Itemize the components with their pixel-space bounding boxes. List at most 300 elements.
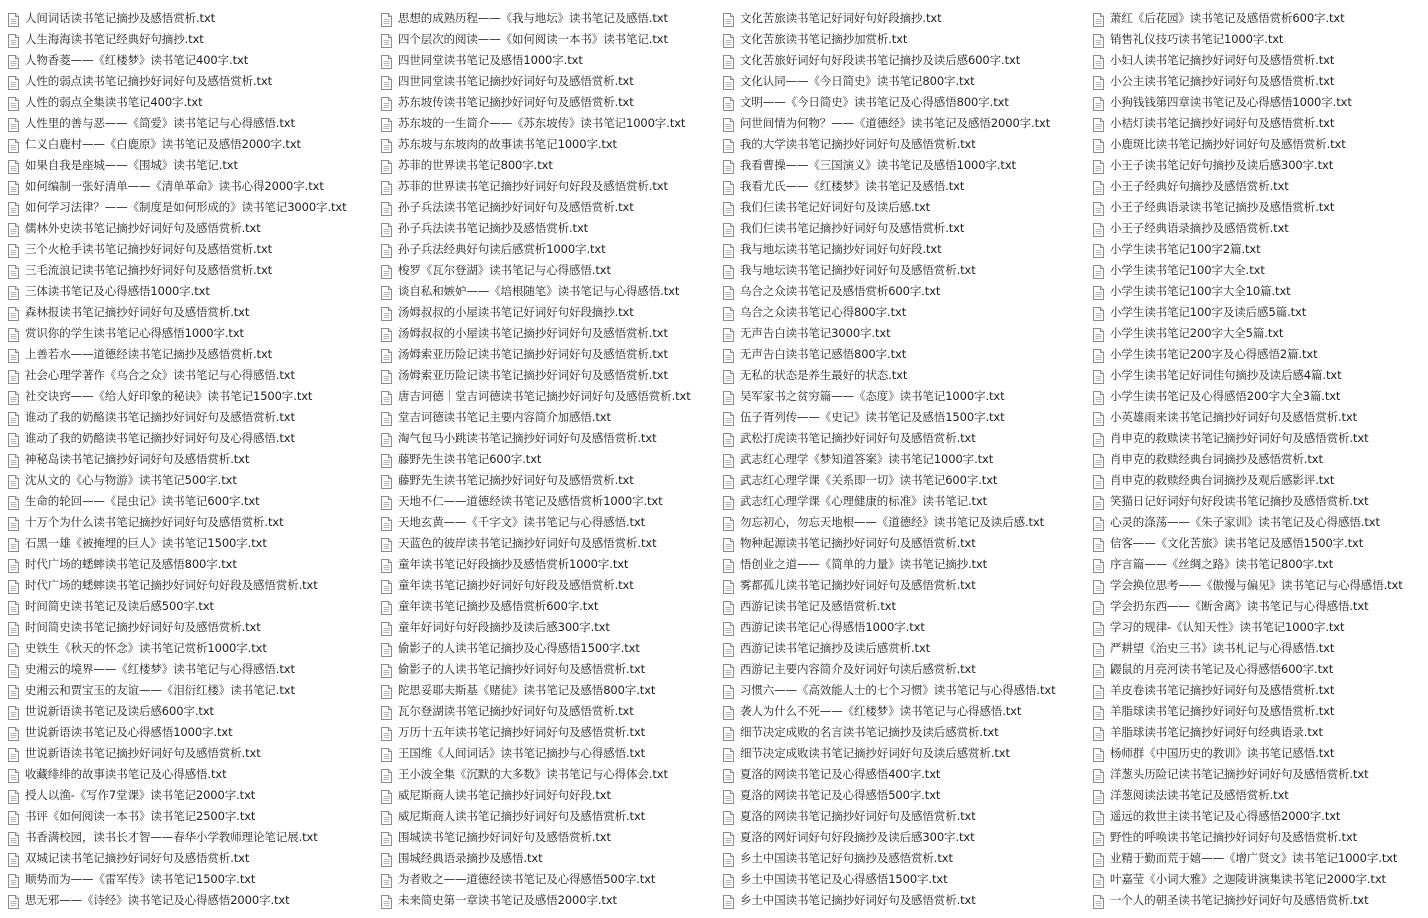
file-name: 夏洛的网好词好句好段摘抄及读后感300字.txt — [740, 830, 975, 844]
file-item[interactable] — [1093, 701, 1403, 722]
file-item[interactable] — [381, 176, 691, 197]
file-item[interactable] — [8, 323, 347, 344]
file-item[interactable] — [381, 575, 691, 596]
file-item[interactable] — [381, 491, 691, 512]
file-item[interactable] — [381, 344, 691, 365]
text-file-icon — [1093, 579, 1104, 593]
text-file-icon — [8, 726, 19, 740]
file-item[interactable] — [8, 785, 347, 806]
file-name: 学会换位思考——《傲慢与偏见》读书笔记与心得感悟.txt — [1110, 578, 1403, 592]
file-item[interactable] — [1093, 764, 1403, 785]
file-item[interactable] — [1093, 155, 1403, 176]
file-item[interactable] — [381, 470, 691, 491]
file-name: 淘气包马小跳读书笔记摘抄好词好句及感悟赏析.txt — [398, 431, 657, 445]
file-item[interactable] — [1093, 344, 1403, 365]
file-name: 伍子胥列传——《史记》读书笔记及感悟1500字.txt — [740, 410, 1005, 424]
file-item[interactable] — [381, 617, 691, 638]
file-name: 上善若水——道德经读书笔记摘抄及感悟赏析.txt — [25, 347, 273, 361]
file-item[interactable] — [381, 554, 691, 575]
file-name: 生命的轮回——《昆虫记》读书笔记600字.txt — [25, 494, 260, 508]
file-item[interactable] — [1093, 176, 1403, 197]
file-item[interactable] — [1093, 281, 1403, 302]
file-item[interactable] — [1093, 806, 1403, 827]
file-name: 小王子经典好句摘抄及感悟赏析.txt — [1110, 179, 1289, 193]
text-file-icon — [381, 474, 392, 488]
file-item[interactable] — [723, 302, 1055, 323]
file-name: 笑猫日记好词好句好段读书笔记摘抄及感悟赏析.txt — [1110, 494, 1369, 508]
text-file-icon — [8, 327, 19, 341]
file-item[interactable] — [1093, 449, 1403, 470]
file-name: 小鹿斑比读书笔记摘抄好词好句及感悟赏析.txt — [1110, 137, 1346, 151]
file-name: 人性里的善与恶——《简爱》读书笔记与心得感悟.txt — [25, 116, 295, 130]
file-item[interactable] — [723, 281, 1055, 302]
file-item[interactable] — [723, 701, 1055, 722]
text-file-icon — [1093, 33, 1104, 47]
file-item[interactable] — [381, 8, 691, 29]
file-name: 西游记读书笔记摘抄及读后感赏析.txt — [740, 641, 931, 655]
file-item[interactable] — [1093, 470, 1403, 491]
file-item[interactable] — [1093, 848, 1403, 869]
file-item[interactable] — [723, 407, 1055, 428]
file-item[interactable] — [1093, 554, 1403, 575]
file-item[interactable] — [723, 890, 1055, 911]
file-name: 围城经典语录摘抄及感悟.txt — [398, 851, 543, 865]
file-item[interactable] — [381, 764, 691, 785]
file-name: 思无邪——《诗经》读书笔记及心得感悟2000字.txt — [25, 893, 290, 907]
file-item[interactable] — [1093, 218, 1403, 239]
file-item[interactable] — [723, 239, 1055, 260]
text-file-icon — [381, 747, 392, 761]
file-item[interactable] — [8, 8, 347, 29]
file-item[interactable] — [723, 638, 1055, 659]
text-file-icon — [1093, 852, 1104, 866]
file-item[interactable] — [8, 533, 347, 554]
file-item[interactable] — [8, 617, 347, 638]
file-item[interactable] — [381, 155, 691, 176]
file-name: 苏菲的世界读书笔记摘抄好词好句好段及感悟赏析.txt — [398, 179, 668, 193]
file-item[interactable] — [723, 29, 1055, 50]
text-file-icon — [723, 285, 734, 299]
file-item[interactable] — [8, 491, 347, 512]
file-name: 勿忘初心，勿忘天地根——《道德经》读书笔记及读后感.txt — [740, 515, 1045, 529]
file-item[interactable] — [381, 218, 691, 239]
text-file-icon — [723, 348, 734, 362]
text-file-icon — [381, 726, 392, 740]
file-item[interactable] — [723, 470, 1055, 491]
text-file-icon — [8, 684, 19, 698]
file-item[interactable] — [381, 680, 691, 701]
file-item[interactable] — [381, 827, 691, 848]
file-item[interactable] — [723, 848, 1055, 869]
file-name: 乌合之众读书笔记及感悟赏析600字.txt — [740, 284, 941, 298]
file-name: 萧红《后花园》读书笔记及感悟赏析600字.txt — [1110, 11, 1345, 25]
file-item[interactable] — [723, 869, 1055, 890]
file-item[interactable] — [1093, 407, 1403, 428]
file-item[interactable] — [723, 386, 1055, 407]
file-item[interactable] — [381, 659, 691, 680]
file-item[interactable] — [381, 281, 691, 302]
file-name: 小学生读书笔记100字及读后感5篇.txt — [1110, 305, 1307, 319]
text-file-icon — [723, 873, 734, 887]
file-item[interactable] — [1093, 785, 1403, 806]
text-file-icon — [723, 705, 734, 719]
file-item[interactable] — [723, 71, 1055, 92]
text-file-icon — [8, 117, 19, 131]
text-file-icon — [8, 621, 19, 635]
file-item[interactable] — [381, 743, 691, 764]
text-file-icon — [381, 642, 392, 656]
file-name: 沈从文的《心与物游》读书笔记500字.txt — [25, 473, 237, 487]
file-item[interactable] — [1093, 638, 1403, 659]
file-item[interactable] — [723, 155, 1055, 176]
file-name: 天蓝色的彼岸读书笔记摘抄好词好句及感悟赏析.txt — [398, 536, 657, 550]
file-item[interactable] — [1093, 491, 1403, 512]
file-item[interactable] — [381, 785, 691, 806]
file-item[interactable] — [1093, 512, 1403, 533]
file-item[interactable] — [381, 638, 691, 659]
file-item[interactable] — [381, 533, 691, 554]
text-file-icon — [723, 768, 734, 782]
text-file-icon — [1093, 600, 1104, 614]
file-name: 史铁生《秋天的怀念》读书笔记赏析1000字.txt — [25, 641, 267, 655]
file-item[interactable] — [723, 449, 1055, 470]
file-name: 汤姆叔叔的小屋读书笔记摘抄好词好句及感悟赏析.txt — [398, 326, 668, 340]
file-item[interactable] — [1093, 743, 1403, 764]
file-name: 业精于勤而荒于嬉——《增广贤文》读书笔记1000字.txt — [1110, 851, 1398, 865]
file-item[interactable] — [1093, 575, 1403, 596]
file-name: 苏东坡的一生简介——《苏东坡传》读书笔记1000字.txt — [398, 116, 686, 130]
file-item[interactable] — [1093, 197, 1403, 218]
file-item[interactable] — [723, 197, 1055, 218]
file-name: 世说新语读书笔记摘抄好词好句及感悟赏析.txt — [25, 746, 261, 760]
file-name: 叶嘉莹《小词大雅》之迦陵讲演集读书笔记2000字.txt — [1110, 872, 1386, 886]
file-name: 人性的弱点读书笔记摘抄好词好句及感悟赏析.txt — [25, 74, 273, 88]
file-item[interactable] — [381, 323, 691, 344]
file-item[interactable] — [723, 617, 1055, 638]
file-item[interactable] — [381, 512, 691, 533]
file-item[interactable] — [1093, 302, 1403, 323]
file-item[interactable] — [1093, 29, 1403, 50]
file-name: 我与地坛读书笔记摘抄好词好句好段.txt — [740, 242, 942, 256]
file-item[interactable] — [381, 890, 691, 911]
file-name: 武志红心理学课《心理健康的标准》读书笔记.txt — [740, 494, 988, 508]
file-item[interactable] — [381, 428, 691, 449]
file-item[interactable] — [723, 764, 1055, 785]
file-item[interactable] — [381, 407, 691, 428]
file-item[interactable] — [723, 134, 1055, 155]
text-file-icon — [723, 222, 734, 236]
file-name: 细节决定成败读书笔记摘抄好词好句及读后感赏析.txt — [740, 746, 1010, 760]
file-item[interactable] — [8, 71, 347, 92]
file-item[interactable] — [723, 428, 1055, 449]
text-file-icon — [723, 75, 734, 89]
file-name: 汤姆叔叔的小屋读书笔记好词好句好段摘抄.txt — [398, 305, 634, 319]
file-item[interactable] — [1093, 8, 1403, 29]
file-name: 书香满校园，读书长才智——春华小学教师理论笔记展.txt — [25, 830, 318, 844]
file-item[interactable] — [723, 722, 1055, 743]
file-item[interactable] — [8, 407, 347, 428]
text-file-icon — [1093, 894, 1104, 908]
file-item[interactable] — [8, 218, 347, 239]
file-item[interactable] — [8, 722, 347, 743]
file-item[interactable] — [1093, 71, 1403, 92]
file-item[interactable] — [1093, 50, 1403, 71]
text-file-icon — [1093, 201, 1104, 215]
file-item[interactable] — [1093, 869, 1403, 890]
file-item[interactable] — [8, 764, 347, 785]
file-name: 一个人的朝圣读书笔记摘抄好词好句及感悟赏析.txt — [1110, 893, 1369, 907]
file-item[interactable] — [8, 743, 347, 764]
text-file-icon — [8, 75, 19, 89]
file-name: 小学生读书笔记100字大全.txt — [1110, 263, 1265, 277]
file-item[interactable] — [1093, 617, 1403, 638]
file-column — [1093, 8, 1403, 911]
file-item[interactable] — [8, 92, 347, 113]
text-file-icon — [8, 873, 19, 887]
text-file-icon — [723, 516, 734, 530]
file-item[interactable] — [381, 848, 691, 869]
text-file-icon — [1093, 516, 1104, 530]
file-name: 小王子经典语录读书笔记摘抄及感悟赏析.txt — [1110, 200, 1335, 214]
text-file-icon — [1093, 873, 1104, 887]
file-name: 授人以渔-《写作7堂课》读书笔记2000字.txt — [25, 788, 256, 802]
file-name: 儒林外史读书笔记摘抄好词好句及感悟赏析.txt — [25, 221, 261, 235]
file-item[interactable] — [381, 71, 691, 92]
file-item[interactable] — [723, 218, 1055, 239]
file-name: 小妇人读书笔记摘抄好词好句及感悟赏析.txt — [1110, 53, 1335, 67]
file-name: 童年读书笔记摘抄及感悟赏析600字.txt — [398, 599, 599, 613]
file-item[interactable] — [1093, 428, 1403, 449]
file-item[interactable] — [723, 50, 1055, 71]
file-name: 石黑一雄《被掩埋的巨人》读书笔记1500字.txt — [25, 536, 267, 550]
file-item[interactable] — [723, 176, 1055, 197]
text-file-icon — [381, 768, 392, 782]
file-name: 苏东坡传读书笔记摘抄好词好句及感悟赏析.txt — [398, 95, 634, 109]
file-name: 谁动了我的奶酪读书笔记摘抄好词好句及感悟赏析.txt — [25, 410, 295, 424]
file-name: 天地不仁——道德经读书笔记及感悟赏析1000字.txt — [398, 494, 663, 508]
file-item[interactable] — [8, 659, 347, 680]
file-item[interactable] — [1093, 134, 1403, 155]
file-item[interactable] — [8, 701, 347, 722]
text-file-icon — [723, 117, 734, 131]
file-item[interactable] — [381, 806, 691, 827]
file-item[interactable] — [8, 638, 347, 659]
file-item[interactable] — [8, 869, 347, 890]
file-item[interactable] — [8, 365, 347, 386]
text-file-icon — [8, 495, 19, 509]
text-file-icon — [723, 663, 734, 677]
file-item[interactable] — [1093, 92, 1403, 113]
file-name: 陀思妥耶夫斯基《赌徒》读书笔记及感悟800字.txt — [398, 683, 656, 697]
text-file-icon — [723, 390, 734, 404]
file-item[interactable] — [723, 680, 1055, 701]
file-item[interactable] — [723, 8, 1055, 29]
file-item[interactable] — [8, 512, 347, 533]
file-item[interactable] — [381, 701, 691, 722]
file-name: 西游记读书笔记心得感悟1000字.txt — [740, 620, 925, 634]
file-item[interactable] — [1093, 596, 1403, 617]
file-item[interactable] — [1093, 680, 1403, 701]
file-item[interactable] — [723, 596, 1055, 617]
file-item[interactable] — [723, 512, 1055, 533]
file-item[interactable] — [8, 428, 347, 449]
file-item[interactable] — [8, 386, 347, 407]
file-item[interactable] — [8, 134, 347, 155]
file-item[interactable] — [1093, 113, 1403, 134]
file-name: 无声告白读书笔记3000字.txt — [740, 326, 891, 340]
text-file-icon — [381, 222, 392, 236]
text-file-icon — [723, 306, 734, 320]
file-name: 收藏绯绯的故事读书笔记及心得感悟.txt — [25, 767, 227, 781]
file-item[interactable] — [381, 92, 691, 113]
file-item[interactable] — [723, 785, 1055, 806]
file-name: 如何学习法律？——《制度是如何形成的》读书笔记3000字.txt — [25, 200, 347, 214]
file-item[interactable] — [8, 596, 347, 617]
file-item[interactable] — [1093, 323, 1403, 344]
file-item[interactable] — [1093, 239, 1403, 260]
text-file-icon — [1093, 642, 1104, 656]
file-item[interactable] — [1093, 260, 1403, 281]
text-file-icon — [8, 369, 19, 383]
file-item[interactable] — [723, 491, 1055, 512]
text-file-icon — [723, 537, 734, 551]
file-name: 羊皮卷读书笔记摘抄好词好句及感悟赏析.txt — [1110, 683, 1335, 697]
text-file-icon — [1093, 432, 1104, 446]
file-item[interactable] — [8, 344, 347, 365]
file-column — [381, 8, 691, 911]
file-item[interactable] — [381, 302, 691, 323]
file-item[interactable] — [723, 554, 1055, 575]
file-item[interactable] — [381, 134, 691, 155]
file-name: 肖申克的救赎经典台词摘抄及观后感影评.txt — [1110, 473, 1335, 487]
file-item[interactable] — [8, 554, 347, 575]
text-file-icon — [8, 810, 19, 824]
file-item[interactable] — [723, 113, 1055, 134]
file-name: 孙子兵法读书笔记摘抄及感悟赏析.txt — [398, 221, 589, 235]
file-name: 人物香菱——《红楼梦》读书笔记400字.txt — [25, 53, 249, 67]
file-item[interactable] — [723, 260, 1055, 281]
file-name: 洋葱阅读法读书笔记及感悟赏析.txt — [1110, 788, 1289, 802]
text-file-icon — [381, 54, 392, 68]
text-file-icon — [723, 12, 734, 26]
text-file-icon — [8, 663, 19, 677]
text-file-icon — [381, 831, 392, 845]
file-name: 销售礼仪技巧读书笔记1000字.txt — [1110, 32, 1284, 46]
file-name: 肖申克的救赎读书笔记摘抄好词好句及感悟赏析.txt — [1110, 431, 1369, 445]
file-item[interactable] — [381, 197, 691, 218]
text-file-icon — [723, 138, 734, 152]
file-item[interactable] — [8, 176, 347, 197]
file-item[interactable] — [723, 533, 1055, 554]
file-name: 夏洛的网读书笔记及心得感悟400字.txt — [740, 767, 941, 781]
file-item[interactable] — [381, 50, 691, 71]
text-file-icon — [381, 495, 392, 509]
file-item[interactable] — [8, 680, 347, 701]
file-item[interactable] — [723, 659, 1055, 680]
file-name: 洋葱头历险记读书笔记摘抄好词好句及感悟赏析.txt — [1110, 767, 1369, 781]
text-file-icon — [8, 852, 19, 866]
file-item[interactable] — [381, 260, 691, 281]
file-item[interactable] — [723, 365, 1055, 386]
file-item[interactable] — [1093, 365, 1403, 386]
text-file-icon — [381, 75, 392, 89]
file-item[interactable] — [8, 470, 347, 491]
file-item[interactable] — [8, 260, 347, 281]
file-item[interactable] — [723, 323, 1055, 344]
file-item[interactable] — [8, 281, 347, 302]
file-item[interactable] — [1093, 386, 1403, 407]
text-file-icon — [1093, 159, 1104, 173]
file-name: 藤野先生读书笔记600字.txt — [398, 452, 542, 466]
file-name: 武志红心理学《梦知道答案》读书笔记1000字.txt — [740, 452, 994, 466]
file-item[interactable] — [723, 92, 1055, 113]
file-item[interactable] — [381, 722, 691, 743]
file-item[interactable] — [723, 806, 1055, 827]
file-name: 苏菲的世界读书笔记800字.txt — [398, 158, 553, 172]
file-item[interactable] — [8, 890, 347, 911]
file-name: 雾都孤儿读书笔记摘抄好词好句及感悟赏析.txt — [740, 578, 976, 592]
file-item[interactable] — [1093, 659, 1403, 680]
file-item[interactable] — [381, 449, 691, 470]
file-name: 苏东坡与东坡肉的故事读书笔记1000字.txt — [398, 137, 617, 151]
file-item[interactable] — [381, 869, 691, 890]
file-item[interactable] — [1093, 827, 1403, 848]
file-item[interactable] — [8, 806, 347, 827]
file-item[interactable] — [1093, 722, 1403, 743]
file-item[interactable] — [8, 50, 347, 71]
file-item[interactable] — [8, 155, 347, 176]
file-item[interactable] — [8, 449, 347, 470]
file-item[interactable] — [8, 848, 347, 869]
file-item[interactable] — [8, 29, 347, 50]
file-item[interactable] — [723, 827, 1055, 848]
file-item[interactable] — [723, 344, 1055, 365]
file-item[interactable] — [8, 239, 347, 260]
file-item[interactable] — [381, 386, 691, 407]
file-item[interactable] — [1093, 533, 1403, 554]
text-file-icon — [381, 516, 392, 530]
file-item[interactable] — [381, 29, 691, 50]
file-name: 序言篇——《丝绸之路》读书笔记800字.txt — [1110, 557, 1334, 571]
text-file-icon — [1093, 138, 1104, 152]
file-item[interactable] — [8, 575, 347, 596]
text-file-icon — [8, 894, 19, 908]
file-item[interactable] — [8, 827, 347, 848]
file-name: 人生海海读书笔记经典好句摘抄.txt — [25, 32, 204, 46]
text-file-icon — [723, 495, 734, 509]
file-name: 我与地坛读书笔记摘抄好词好句及感悟赏析.txt — [740, 263, 976, 277]
file-item[interactable] — [8, 302, 347, 323]
file-item[interactable] — [1093, 890, 1403, 911]
file-name: 偷影子的人读书笔记摘抄好词好句及感悟赏析.txt — [398, 662, 646, 676]
file-item[interactable] — [8, 113, 347, 134]
file-item[interactable] — [381, 113, 691, 134]
file-item[interactable] — [381, 365, 691, 386]
file-item[interactable] — [8, 197, 347, 218]
file-item[interactable] — [381, 239, 691, 260]
text-file-icon — [381, 705, 392, 719]
text-file-icon — [8, 96, 19, 110]
text-file-icon — [1093, 663, 1104, 677]
text-file-icon — [381, 201, 392, 215]
file-name: 人性的弱点全集读书笔记400字.txt — [25, 95, 203, 109]
text-file-icon — [381, 243, 392, 257]
file-name: 西游记读书笔记及感悟赏析.txt — [740, 599, 896, 613]
file-item[interactable] — [381, 596, 691, 617]
file-item[interactable] — [723, 743, 1055, 764]
file-item[interactable] — [723, 575, 1055, 596]
file-name: 偷影子的人读书笔记摘抄及心得感悟1500字.txt — [398, 641, 640, 655]
